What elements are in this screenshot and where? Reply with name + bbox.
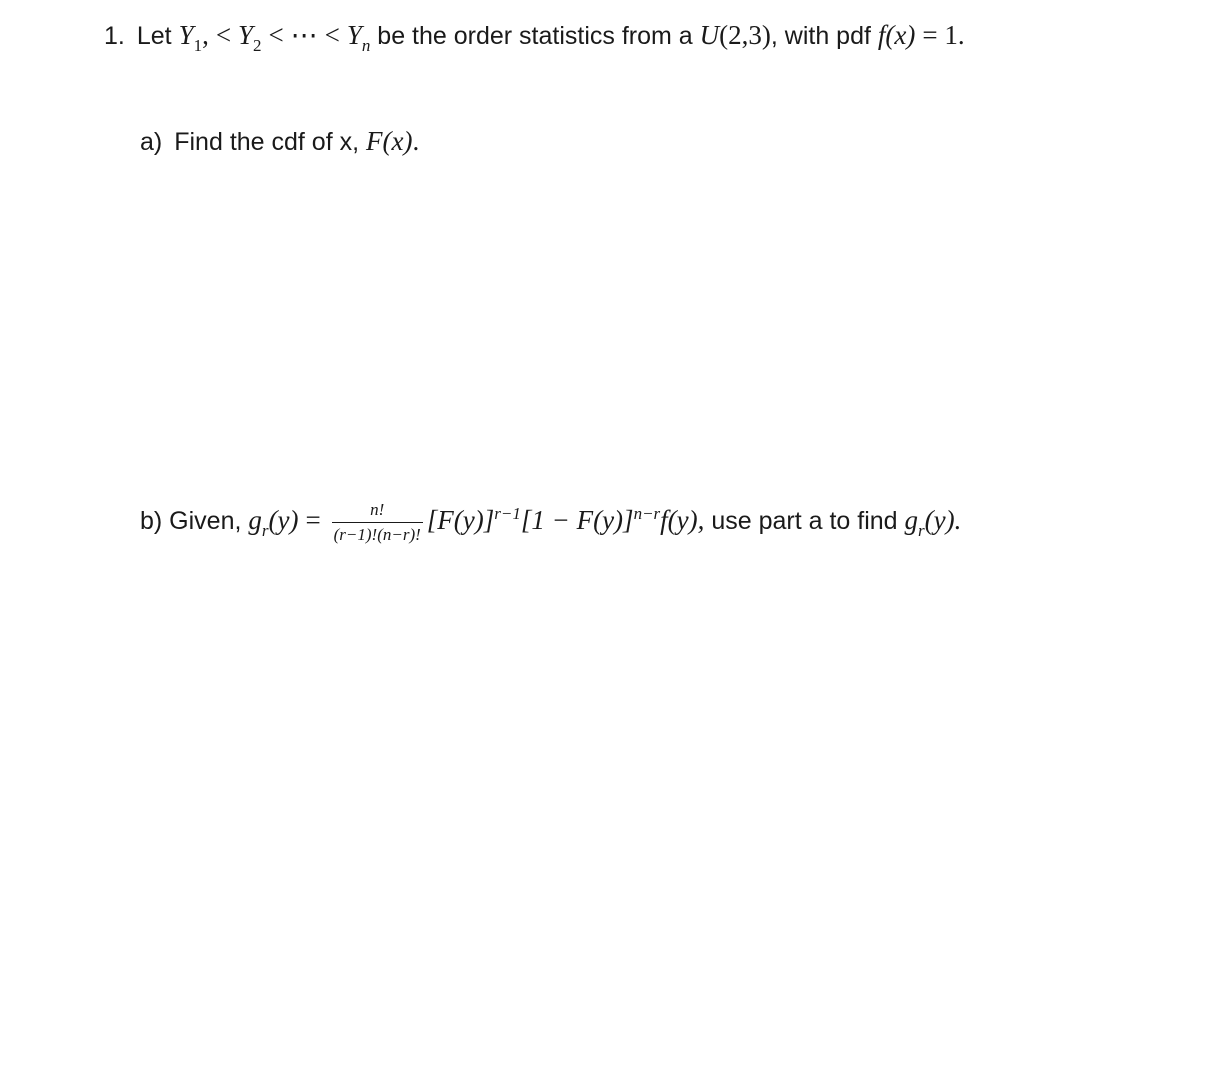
with-text: , with pdf — [770, 22, 871, 50]
part-b-tail-text: use part a to find — [711, 507, 898, 535]
g-subscript-2: r — [918, 521, 925, 540]
part-a-label: a) — [140, 128, 163, 156]
cdf-arg: (x) — [382, 126, 413, 156]
exponent-n-minus-r: n−r — [633, 504, 661, 523]
y1-symbol: Y — [178, 20, 194, 50]
pdf-f: f — [877, 20, 886, 50]
cdf-F: F — [366, 126, 383, 156]
part-b — [140, 496, 961, 548]
fraction — [332, 500, 423, 545]
g-arg-2: (y). — [924, 505, 962, 535]
yn-symbol: Y — [346, 20, 362, 50]
exponent-r-minus-1: r−1 — [494, 504, 521, 523]
part-b-label: b) Given, — [140, 507, 242, 535]
y2-symbol: Y — [238, 20, 254, 50]
part-a-text: Find the cdf of x, — [174, 128, 360, 156]
cdf-bracket: [F(y)] — [426, 505, 495, 535]
problem-statement — [104, 20, 965, 54]
less-than-3: < — [324, 20, 340, 50]
problem-number: 1. — [104, 22, 125, 50]
complement-bracket: [1 − F(y)] — [520, 505, 634, 535]
less-than-1: < — [215, 20, 232, 50]
pdf-arg: (x) — [885, 20, 916, 50]
uniform-symbol: U — [699, 20, 720, 50]
ellipsis: ⋯ — [290, 20, 318, 50]
y1-subscript: 1 — [193, 36, 203, 55]
y2-subscript: 2 — [253, 36, 262, 55]
problem-middle-text: be the order statistics from a — [377, 22, 693, 50]
part-a-end: . — [412, 126, 420, 156]
g-symbol: g — [248, 505, 262, 535]
fraction-denominator: (r−1)!(n−r)! — [333, 524, 421, 544]
less-than-2: < — [268, 20, 284, 50]
fraction-numerator: n! — [332, 500, 423, 523]
comma: , — [202, 20, 209, 50]
g-arg: (y) — [268, 505, 299, 535]
equals-sign: = — [305, 505, 321, 535]
part-a — [140, 126, 419, 157]
yn-subscript: n — [361, 36, 371, 55]
pdf-rhs: = 1. — [922, 20, 965, 50]
uniform-params: (2,3) — [719, 20, 771, 50]
problem-lead: Let — [136, 22, 172, 50]
pdf-term: f(y), — [660, 505, 705, 535]
g-subscript: r — [261, 521, 269, 540]
g-symbol-2: g — [904, 505, 919, 535]
